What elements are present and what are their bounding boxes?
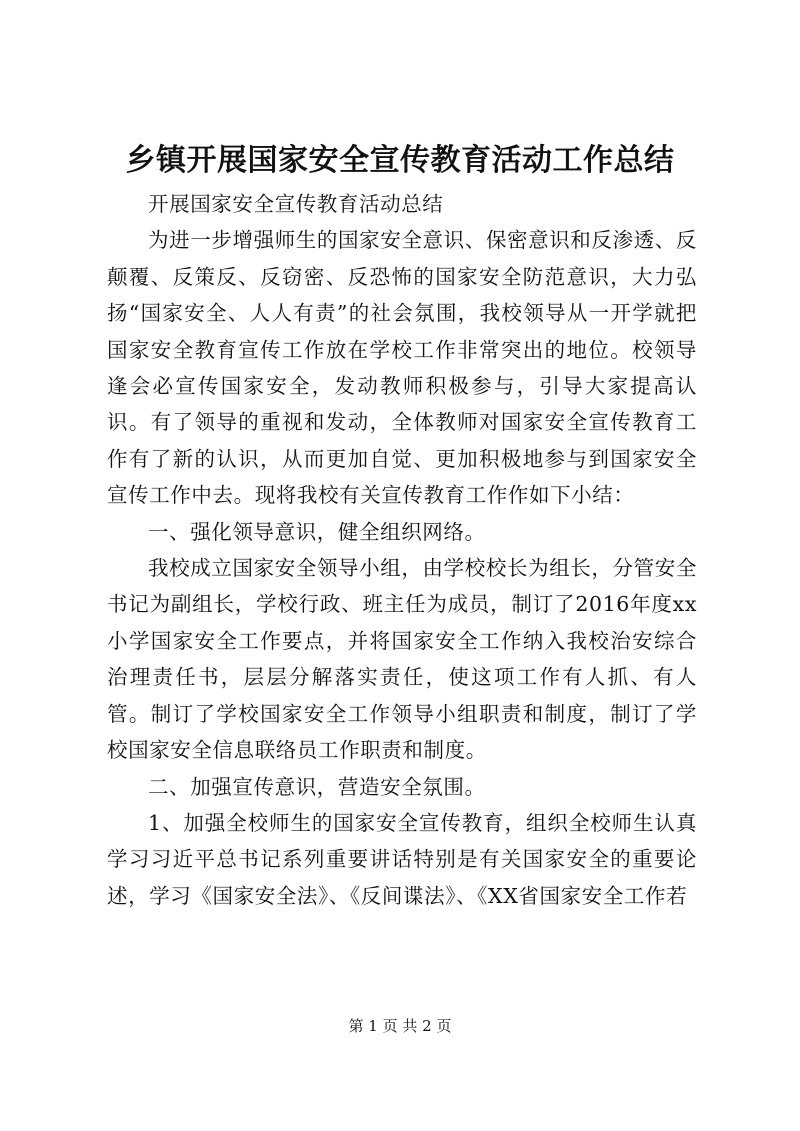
- intro-paragraph: 为进一步增强师生的国家安全意识、保密意识和反渗透、反颠覆、反策反、反窃密、反恐怖的国家安全防范意识，大力弘扬“国家安全、人人有责”的社会氛围，我校领导从一开学就把国家安全教育宣传工作放在学校工作非常突出的地位。校领导逢会必宣传国家安全，发动教师积极参与，引导大家提高认识。有了领导的重视和发动，全体教师对国家安全宣传教育工作有了新的认识，从而更加自觉、更加积极地参与到国家安全宣传工作中去。现将我校有关宣传教育工作作如下小结：: [107, 228, 697, 508]
- section-2-paragraph: 1、加强全校师生的国家安全宣传教育，组织全校师生认真学习习近平总书记系列重要讲话特别是有关国家安全的重要论述，学习《国家安全法》、《反间谍法》、《XX省国家安全工作若: [107, 810, 697, 908]
- page-number-footer: 第 1 页 共 2 页: [348, 1017, 452, 1035]
- document-body: [107, 186, 697, 914]
- document-title: 乡镇开展国家安全宣传教育活动工作总结: [125, 143, 675, 178]
- section-heading-1: 一、强化领导意识，健全组织网络。: [148, 519, 486, 544]
- section-heading-2: 二、加强宣传意识，营造安全氛围。: [148, 774, 486, 799]
- section-1-paragraph: 我校成立国家安全领导小组，由学校校长为组长，分管安全书记为副组长，学校行政、班主任为成员，制订了2016年度xx小学国家安全工作要点，并将国家安全工作纳入我校治安综合治理责任书，层层分解落实责任，使这项工作有人抓、有人管。制订了学校国家安全工作领导小组职责和制度，制订了学校国家安全信息联络员工作职责和制度。: [107, 556, 697, 763]
- subtitle-paragraph: 开展国家安全宣传教育活动总结: [148, 192, 444, 216]
